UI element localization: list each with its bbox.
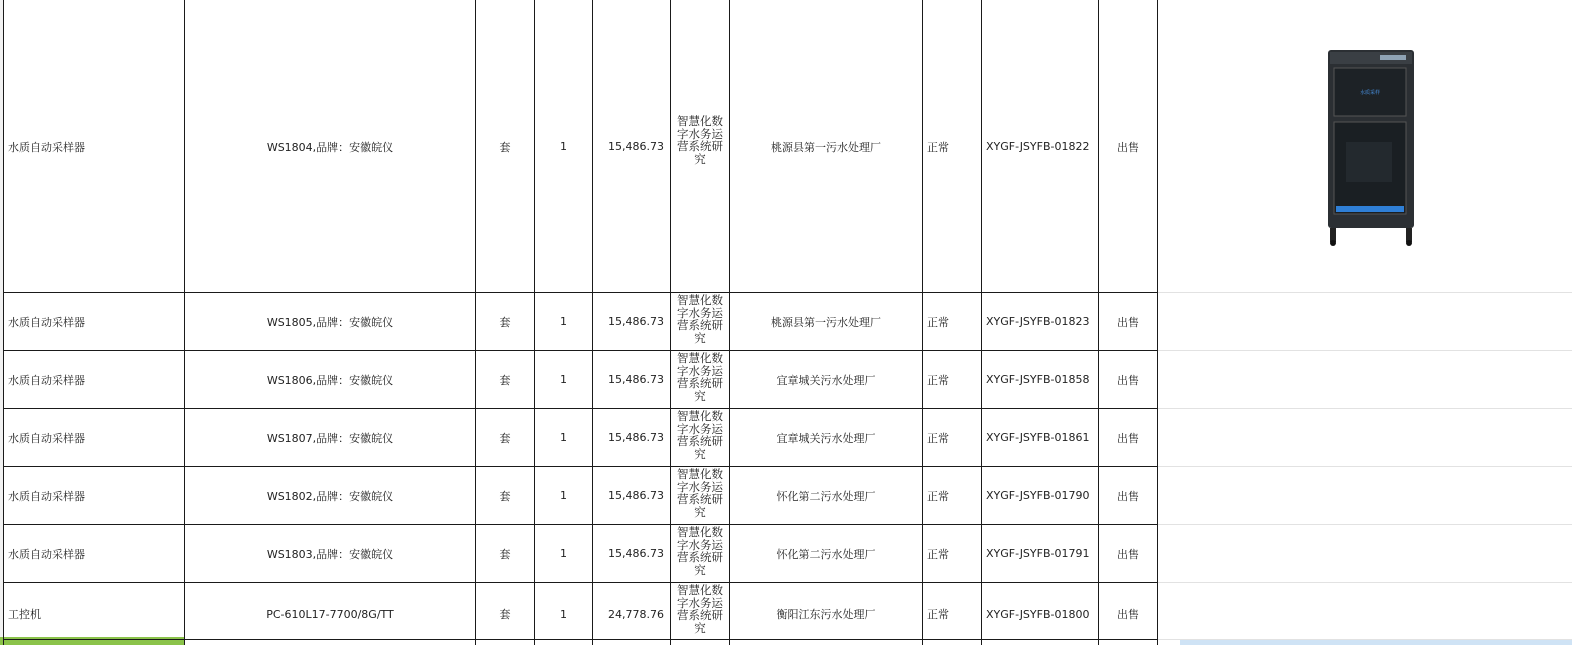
cell-status[interactable]: 正常 xyxy=(927,489,949,503)
cell-location[interactable]: 宜章城关污水处理厂 xyxy=(776,431,876,445)
cell-unit[interactable]: 套 xyxy=(499,315,511,329)
cell-code[interactable]: XYGF-JSYFB-01800 xyxy=(986,607,1090,621)
cell-status[interactable]: 正常 xyxy=(927,608,949,621)
cell-name[interactable]: 水质自动采样器 xyxy=(8,373,85,387)
cell-location[interactable]: 桃源县第一污水处理厂 xyxy=(771,140,881,154)
cell-qty[interactable]: 1 xyxy=(560,315,567,328)
cell-model[interactable]: WS1807,品牌：安徽皖仪 xyxy=(266,431,394,445)
cell-price[interactable]: 15,486.73 xyxy=(608,373,664,386)
cell-action[interactable]: 出售 xyxy=(1117,431,1139,445)
cell-name[interactable]: 水质自动采样器 xyxy=(8,547,85,561)
cell-action[interactable]: 出售 xyxy=(1117,608,1139,621)
cell-dept[interactable]: 智慧化数字水务运营系统研究 xyxy=(677,410,723,461)
cell-location[interactable]: 宜章城关污水处理厂 xyxy=(776,373,876,387)
cell-unit[interactable]: 套 xyxy=(499,140,511,154)
cell-dept[interactable]: 智慧化数字水务运营系统研究 xyxy=(677,294,723,345)
row-gridline-light xyxy=(1158,582,1572,583)
cell-qty[interactable]: 1 xyxy=(560,607,567,621)
water-sampler-product-image[interactable] xyxy=(1322,46,1420,248)
cell-qty[interactable]: 1 xyxy=(560,489,567,502)
cell-action[interactable]: 出售 xyxy=(1117,315,1139,329)
cell-action[interactable]: 出售 xyxy=(1117,373,1139,387)
cell-status[interactable]: 正常 xyxy=(927,373,949,387)
cell-code[interactable]: XYGF-JSYFB-01791 xyxy=(986,547,1090,560)
cell-model[interactable]: WS1804,品牌：安徽皖仪 xyxy=(266,140,394,154)
cell-qty[interactable]: 1 xyxy=(560,140,567,153)
cell-status[interactable]: 正常 xyxy=(927,140,949,154)
cell-qty[interactable]: 1 xyxy=(560,373,567,386)
cell-model[interactable]: PC-610L17-7700/8G/TT xyxy=(266,607,394,621)
cell-code[interactable]: XYGF-JSYFB-01861 xyxy=(986,431,1090,444)
cell-model[interactable]: WS1803,品牌：安徽皖仪 xyxy=(266,547,394,561)
cell-name[interactable]: 水质自动采样器 xyxy=(8,431,85,445)
cell-location[interactable]: 衡阳江东污水处理厂 xyxy=(776,608,876,621)
svg-text:水质采样: 水质采样 xyxy=(1359,90,1381,96)
cell-action[interactable]: 出售 xyxy=(1117,140,1139,154)
cell-model[interactable]: WS1802,品牌：安徽皖仪 xyxy=(266,489,394,503)
cell-qty[interactable]: 1 xyxy=(560,431,567,444)
cell-unit[interactable]: 套 xyxy=(499,431,511,445)
row-gridline-light xyxy=(1158,292,1572,293)
cell-action[interactable]: 出售 xyxy=(1117,489,1139,503)
row-gridline-light xyxy=(1158,350,1572,351)
cell-location[interactable]: 桃源县第一污水处理厂 xyxy=(771,315,881,329)
cell-name[interactable]: 水质自动采样器 xyxy=(8,140,85,154)
cell-price[interactable]: 15,486.73 xyxy=(608,431,664,444)
cell-name[interactable]: 工控机 xyxy=(8,608,41,621)
cell-code[interactable]: XYGF-JSYFB-01858 xyxy=(986,373,1090,386)
cell-price[interactable]: 15,486.73 xyxy=(608,140,664,153)
cell-price[interactable]: 15,486.73 xyxy=(608,315,664,328)
row-gridline-light xyxy=(1158,639,1572,640)
cell-unit[interactable]: 套 xyxy=(499,547,511,561)
cell-unit[interactable]: 套 xyxy=(499,608,511,621)
cell-unit[interactable]: 套 xyxy=(499,489,511,503)
column-gridline xyxy=(1157,0,1158,645)
cell-name[interactable]: 水质自动采样器 xyxy=(8,315,85,329)
row-gridline-light xyxy=(1158,524,1572,525)
cell-status[interactable]: 正常 xyxy=(927,315,949,329)
cell-dept[interactable]: 智慧化数字水务运营系统研究 xyxy=(677,468,723,519)
cell-status[interactable]: 正常 xyxy=(927,431,949,445)
cell-code[interactable]: XYGF-JSYFB-01790 xyxy=(986,489,1090,502)
row-gridline-light xyxy=(1158,466,1572,467)
cell-model[interactable]: WS1806,品牌：安徽皖仪 xyxy=(266,373,394,387)
cell-dept[interactable]: 智慧化数字水务运营系统研究 xyxy=(677,115,723,166)
row-gridline-light xyxy=(1158,408,1572,409)
cell-price[interactable]: 15,486.73 xyxy=(608,489,664,502)
cell-qty[interactable]: 1 xyxy=(560,547,567,560)
cell-unit[interactable]: 套 xyxy=(499,373,511,387)
cell-status[interactable]: 正常 xyxy=(927,547,949,561)
cell-location[interactable]: 怀化第二污水处理厂 xyxy=(776,547,876,561)
cell-action[interactable]: 出售 xyxy=(1117,547,1139,561)
cell-dept[interactable]: 智慧化数字水务运营系统研究 xyxy=(677,526,723,577)
cell-dept[interactable]: 智慧化数字水务运营系统研究 xyxy=(677,584,723,635)
cell-dept[interactable]: 智慧化数字水务运营系统研究 xyxy=(677,352,723,403)
cell-location[interactable]: 怀化第二污水处理厂 xyxy=(776,489,876,503)
cell-model[interactable]: WS1805,品牌：安徽皖仪 xyxy=(266,315,394,329)
cell-code[interactable]: XYGF-JSYFB-01823 xyxy=(986,315,1090,328)
cell-price[interactable]: 15,486.73 xyxy=(608,547,664,560)
cell-code[interactable]: XYGF-JSYFB-01822 xyxy=(986,140,1090,153)
cell-price[interactable]: 24,778.76 xyxy=(608,607,664,621)
cell-name[interactable]: 水质自动采样器 xyxy=(8,489,85,503)
